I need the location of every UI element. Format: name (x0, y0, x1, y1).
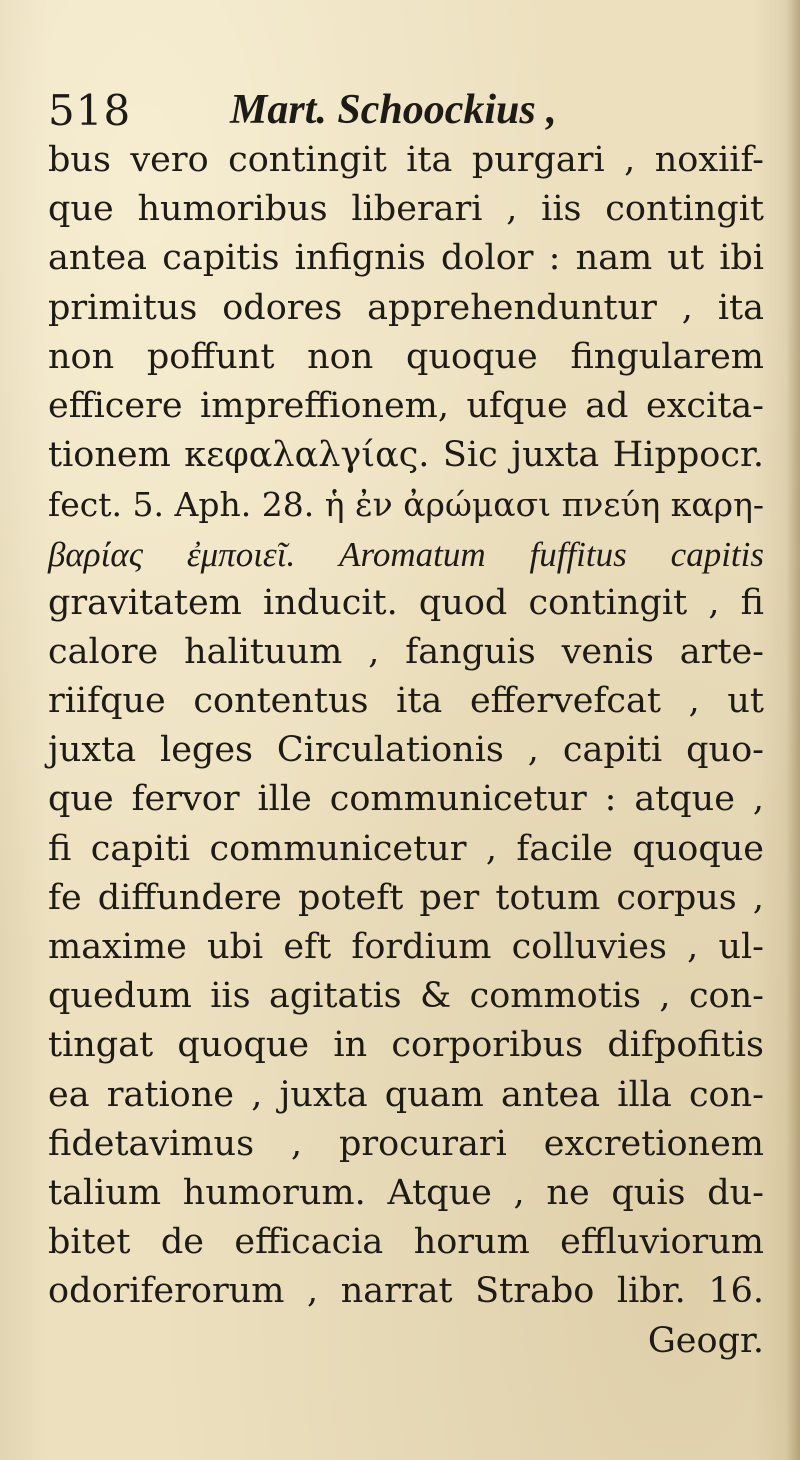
text-line: bitet de efficacia horum effluviorum (48, 1222, 764, 1263)
text-line: talium humorum. Atque , ne quis du- (48, 1172, 764, 1213)
text-line: tionem κεφαλαλγίας. Sic juxta Hippocr. (48, 435, 764, 476)
page-number: 518 (48, 86, 132, 135)
text-line: antea capitis infignis dolor : nam ut ibi (48, 238, 764, 279)
text-line-greek: fect. 5. Aph. 28. ἡ ἐν ἀρώμασι πνεύη καρη- (48, 485, 764, 525)
text-line: fi capiti communicetur , facile quoque (48, 828, 764, 869)
running-head: Mart. Schoockius , (230, 87, 557, 133)
text-line: fidetavimus , procurari excretionem (48, 1123, 764, 1164)
text-line: non poffunt non quoque fingularem (48, 336, 764, 377)
text-line: juxta leges Circulationis , capiti quo- (48, 730, 764, 771)
text-line: calore halituum , fanguis venis arte- (48, 631, 764, 672)
text-line: que humoribus liberari , iis contingit (48, 189, 764, 230)
text-line: efficere impreffionem, ufque ad excita- (48, 385, 764, 426)
text-line: odoriferorum , narrat Strabo libr. 16. (48, 1271, 764, 1312)
page-header (48, 86, 608, 142)
page-edge-shadow (786, 0, 800, 1460)
text-line: tingat quoque in corporibus difpofitis (48, 1025, 764, 1066)
body-text (48, 136, 764, 1366)
text-line: ea ratione , juxta quam antea illa con- (48, 1074, 764, 1115)
catchword: Geogr. (647, 1320, 764, 1361)
text-line: bus vero contingit ita purgari , noxiif- (48, 140, 764, 180)
text-line: gravitatem inducit. quod contingit , fi (48, 582, 764, 623)
text-line: fe diffundere poteft per totum corpus , (48, 877, 764, 918)
text-line: maxime ubi eft fordium colluvies , ul- (48, 927, 764, 967)
text-line: quedum iis agitatis & commotis , con- (48, 976, 764, 1017)
text-line-greek-latin: βαρίας ἐμποιεῖ. Aromatum fuffitus capitis (48, 534, 764, 574)
catchword-line (48, 1317, 764, 1366)
text-line: primitus odores apprehenduntur , ita (48, 287, 764, 328)
text-line: riifque contentus ita effervefcat , ut (48, 681, 764, 722)
text-line: que fervor ille communicetur : atque , (48, 779, 764, 820)
